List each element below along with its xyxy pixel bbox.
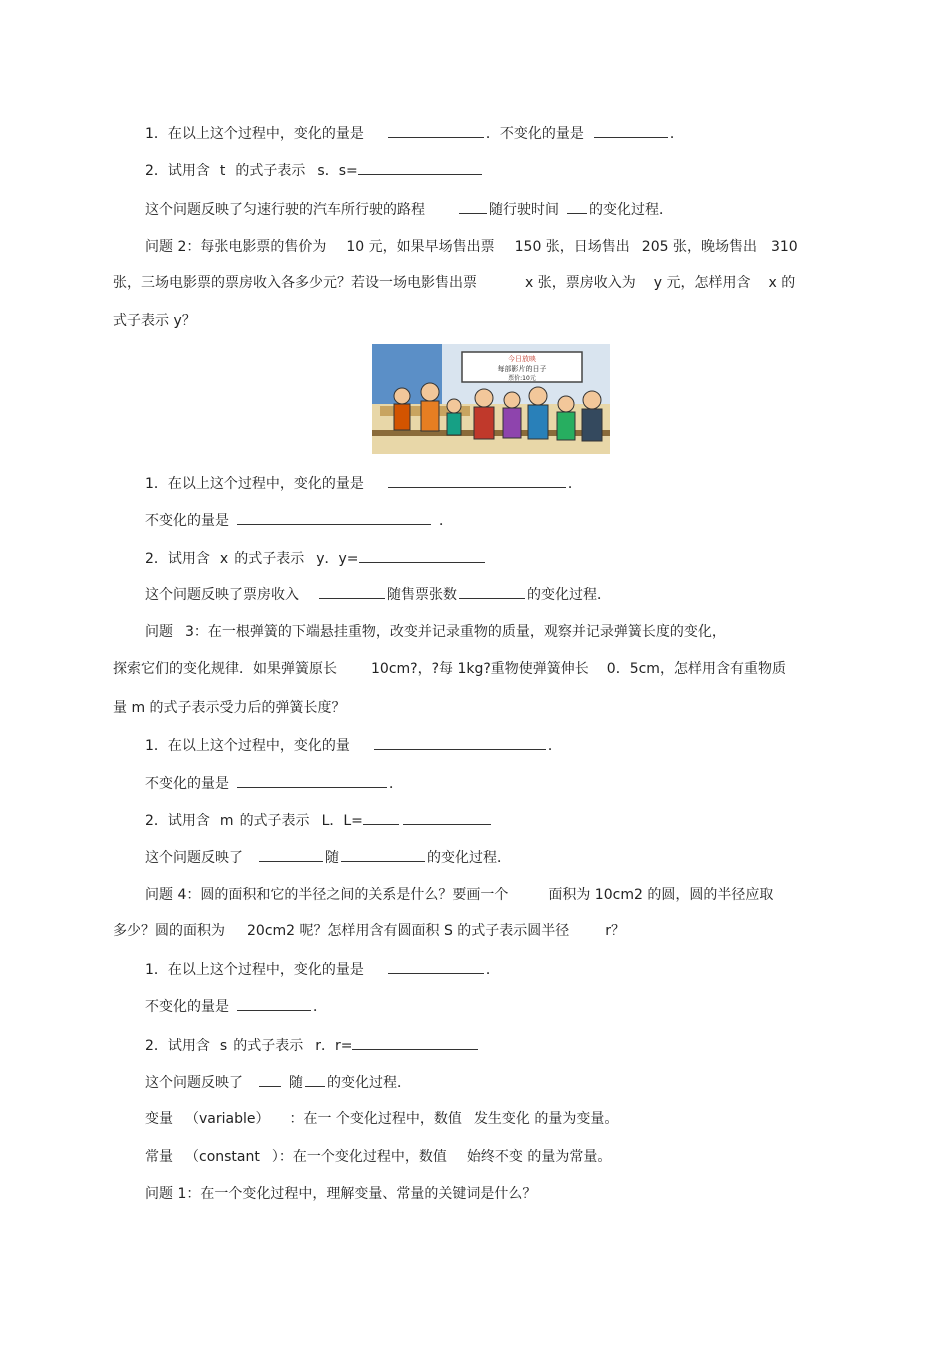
definition-constant: 常量 （constant ）：在一个变化过程中，数值 始终不变 的量为常量。 (145, 1149, 612, 1165)
prob2-question-1: 1．在以上这个过程中，变化的量是 ． (145, 473, 582, 494)
blank[interactable] (388, 959, 484, 974)
blank[interactable] (374, 735, 546, 750)
prob2-statement-line3: 式子表示 y？ (113, 313, 196, 329)
blank[interactable] (341, 847, 425, 862)
prob4-question-2: 2．试用含 s 的式子表示 r．r= (145, 1035, 480, 1056)
prob2-reflection: 这个问题反映了票房收入 随售票张数 的变化过程． (145, 584, 611, 605)
prob2-question-2: 2．试用含 x 的式子表示 y．y= (145, 548, 487, 569)
blank[interactable] (305, 1072, 325, 1087)
prob2-statement-line1: 问题 2：每张电影票的售价为 10 元，如果早场售出票 150 张，日场售出 205 张，晚场售出 310 (145, 239, 798, 255)
blank[interactable] (567, 199, 587, 214)
prob2-question-1b: 不变化的量是 ． (145, 510, 453, 531)
prob3-question-2: 2．试用含 m 的式子表示 L．L= (145, 810, 493, 831)
blank[interactable] (259, 847, 323, 862)
prob4-question-1: 1．在以上这个过程中，变化的量是 ． (145, 959, 500, 980)
p1-question-1: 1．在以上这个过程中，变化的量是 ．不变化的量是 ． (145, 123, 684, 144)
prob3-statement-line3: 量 m 的式子表示受力后的弹簧长度？ (113, 700, 346, 716)
p1-question-2: 2．试用含 t 的式子表示 s．s= (145, 160, 484, 181)
prob3-reflection: 这个问题反映了 随 的变化过程． (145, 847, 511, 868)
blank[interactable] (359, 548, 485, 563)
prob4-statement-line1: 问题 4：圆的面积和它的半径之间的关系是什么？要画一个 面积为 10cm2 的圆，圆的半径应取 (145, 887, 774, 903)
sign-line-2: 每部影片的日子 (497, 365, 547, 373)
blank[interactable] (388, 473, 566, 488)
blank[interactable] (319, 584, 385, 599)
blank[interactable] (352, 1035, 478, 1050)
blank[interactable] (237, 996, 311, 1011)
sign-line-1: 今日放映 (508, 355, 536, 363)
keyword-question: 问题 1：在一个变化过程中，理解变量、常量的关键词是什么？ (145, 1186, 537, 1202)
prob3-question-1: 1．在以上这个过程中，变化的量 ． (145, 735, 562, 756)
blank[interactable] (388, 123, 484, 138)
prob3-statement-line2: 探索它们的变化规律．如果弹簧原长 10cm?，?每 1kg?重物使弹簧伸长 0．5cm，怎样用含有重物质 (113, 661, 786, 677)
prob4-statement-line2: 多少？圆的面积为 20cm2 呢？怎样用含有圆面积 S 的式子表示圆半径 r？ (113, 923, 626, 939)
prob3-statement-line1: 问题 3：在一根弹簧的下端悬挂重物，改变并记录重物的质量，观察并记录弹簧长度的变化， (145, 624, 726, 640)
blank[interactable] (459, 199, 487, 214)
p1-reflection: 这个问题反映了匀速行驶的汽车所行驶的路程 随行驶时间 的变化过程． (145, 199, 673, 220)
blank[interactable] (594, 123, 668, 138)
prob2-statement-line2: 张，三场电影票的票房收入各多少元？若设一场电影售出票 x 张，票房收入为 y 元，怎样用含 x 的 (113, 275, 796, 291)
prob4-question-1b: 不变化的量是 ． (145, 996, 327, 1017)
prob4-reflection: 这个问题反映了 随 的变化过程． (145, 1072, 411, 1093)
blank[interactable] (459, 584, 525, 599)
cinema-ticket-queue-illustration (372, 344, 610, 454)
sign-line-3: 票价:10元 (508, 375, 536, 382)
blank[interactable] (403, 810, 491, 825)
blank[interactable] (259, 1072, 281, 1087)
blank[interactable] (358, 160, 482, 175)
definition-variable: 变量 （variable） ：在一 个变化过程中，数值 发生变化 的量为变量。 (145, 1111, 619, 1127)
blank[interactable] (237, 773, 387, 788)
blank[interactable] (363, 810, 399, 825)
prob3-question-1b: 不变化的量是 ． (145, 773, 403, 794)
blank[interactable] (237, 510, 431, 525)
